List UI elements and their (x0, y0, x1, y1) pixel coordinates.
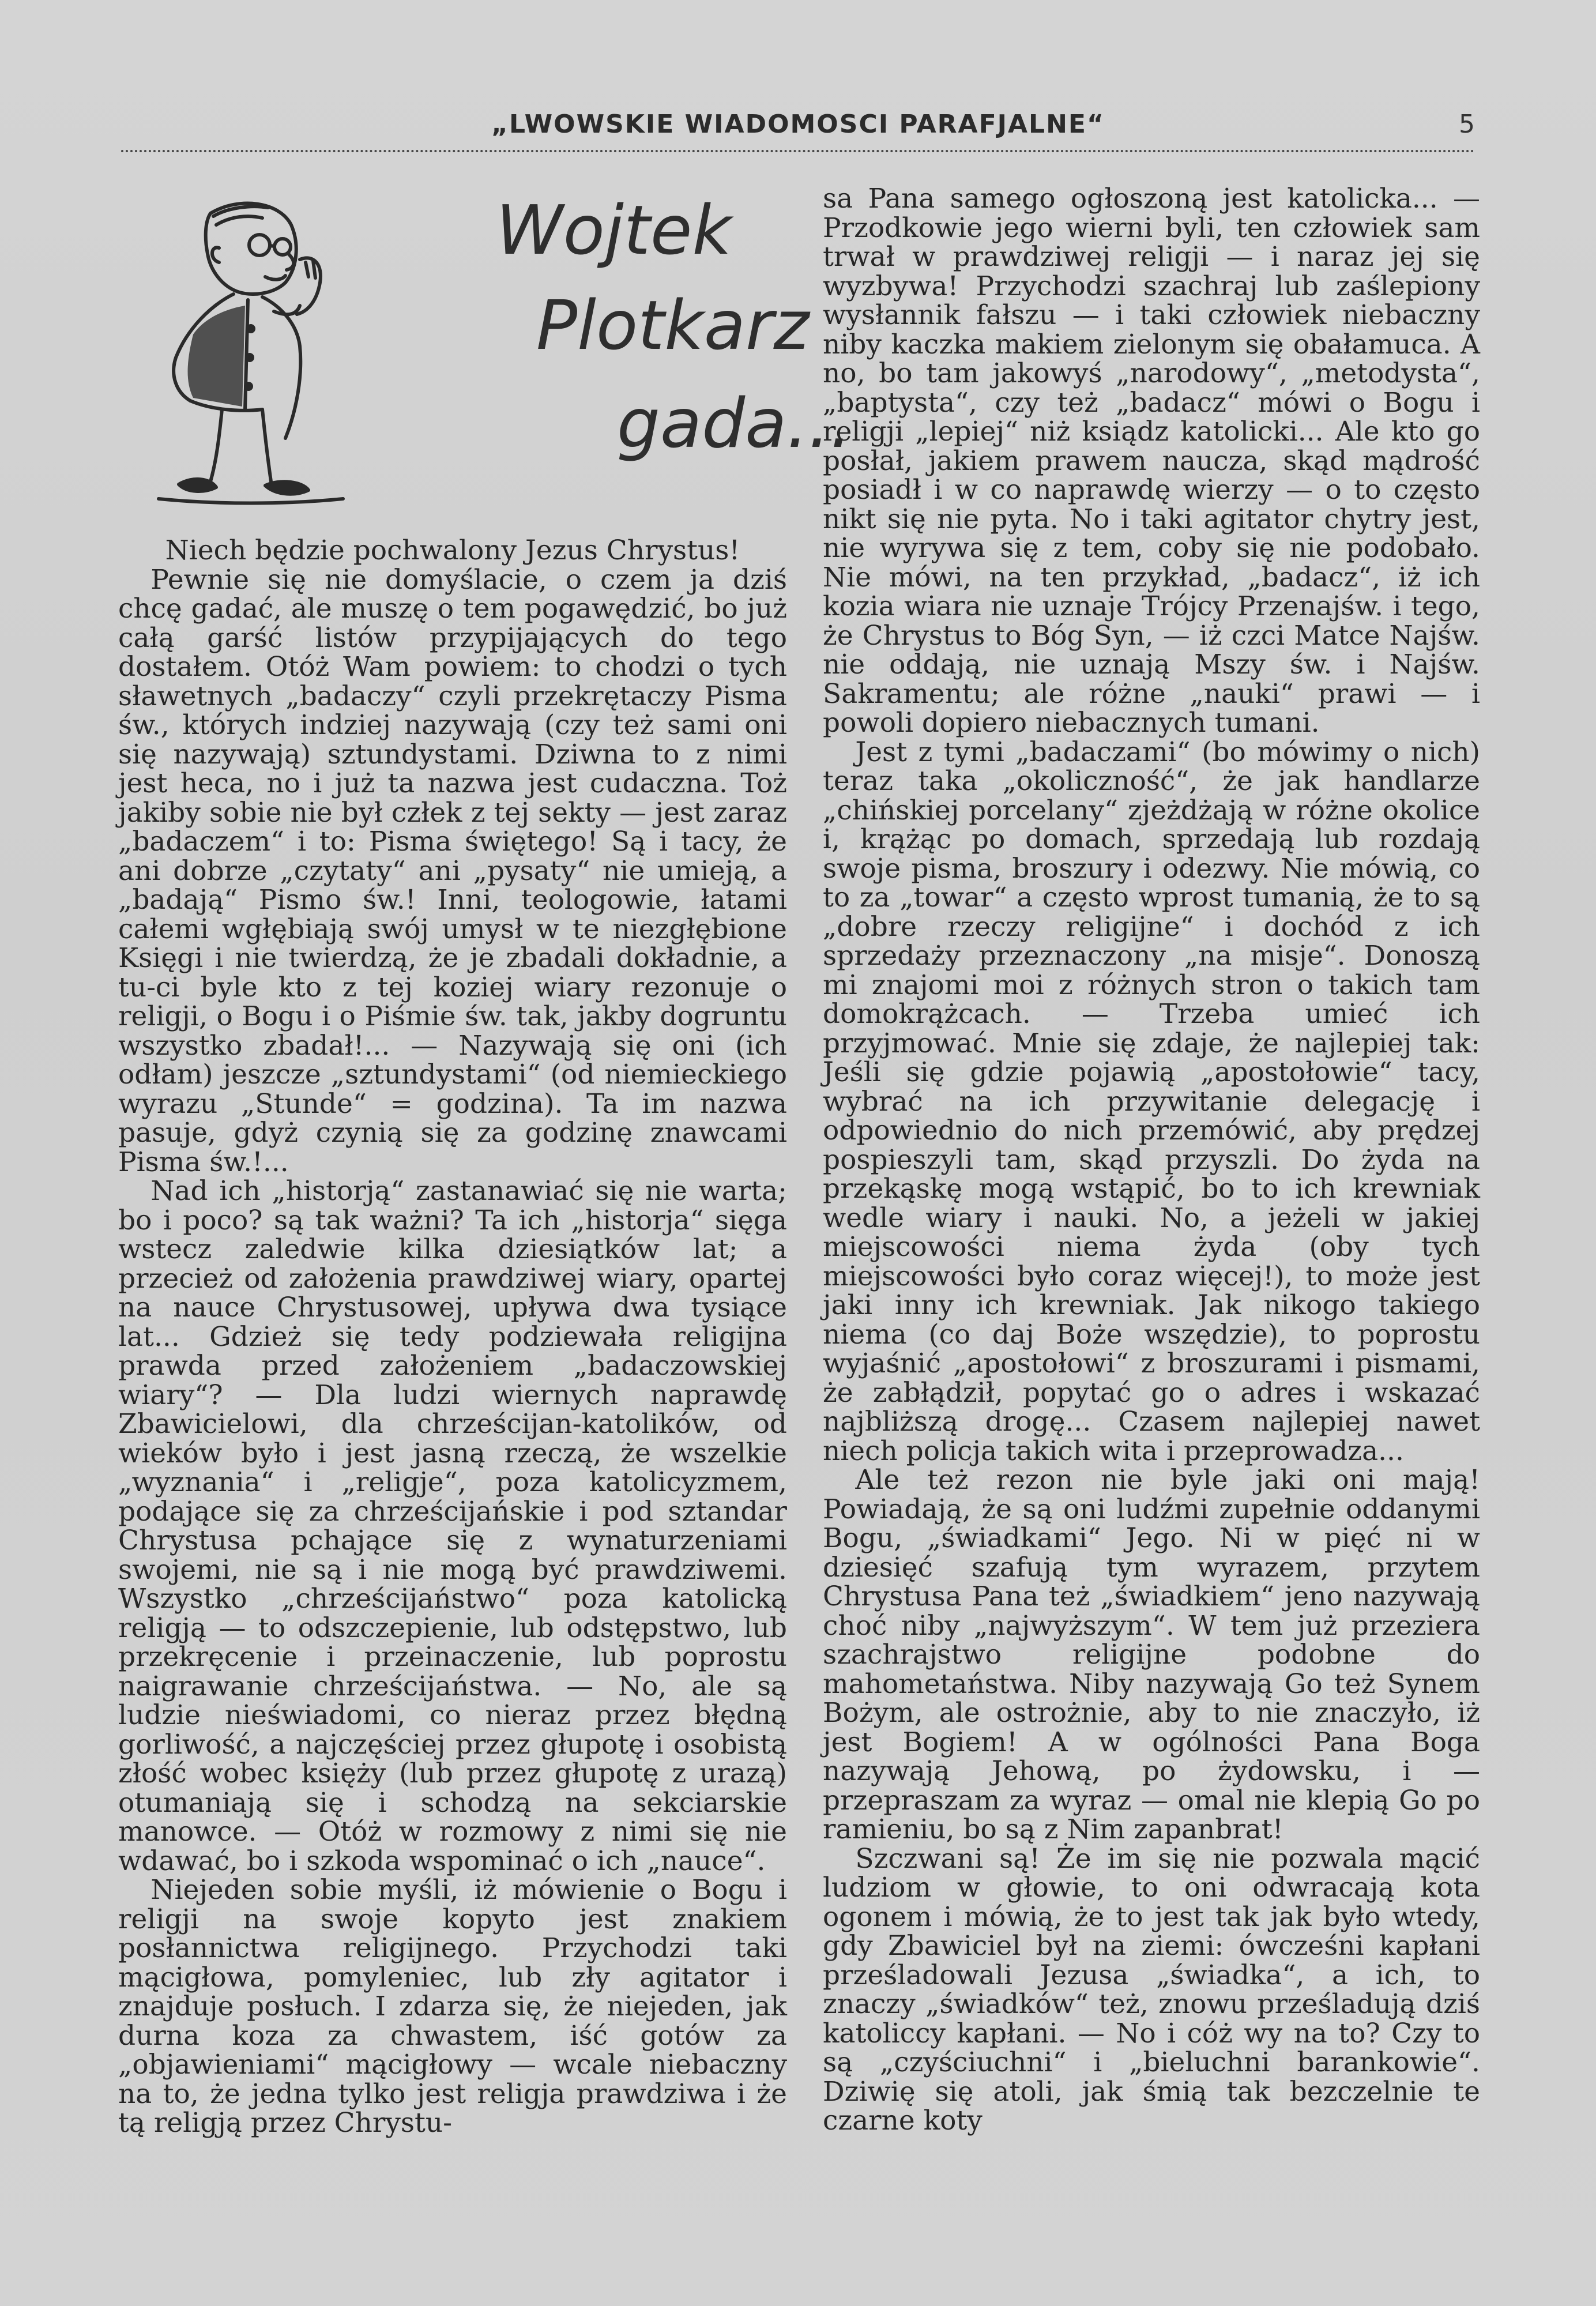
article-heading (479, 190, 852, 463)
article-title-line-1: Wojtek (496, 190, 732, 270)
article-title-line-3: gada... (617, 383, 852, 463)
greeting-paragraph: Niech będzie pochwalony Jezus Chrystus! (165, 535, 740, 566)
page-header (121, 104, 1475, 152)
paragraph: Pewnie się nie domyślacie, o czem ja dziś chcę gadać, ale muszę o tem pogawędzić, bo już całą garść listów przypijających do tego dostałem. Otóż Wam powiem: to chodzi o tych sławetnych „badaczy“ czyli przekrętaczy Pisma św., których indziej nazywają (czy też sami oni się nazywają) sztundystami. Dziwna to z nimi jest heca, no i już ta nazwa jest cudaczna. Toż jakiby sobie nie był człek z tej sekty — jest zaraz „badaczem“ i to: Pisma świętego! Są i tacy, że ani dobrze „czytaty“ ani „pysaty“ nie umieją, a „badają“ Pismo św.! Inni, teologowie, łatami całemi wgłębiają swój umysł w te niezgłębione Księgi i nie twierdzą, że je zbadali dokładnie, a tu-ci byle kto z tej koziej wiary rezonuje o religji, o Bogu i o Piśmie św. tak, jakby dogruntu wszystko zbadał!... — Nazywają się oni (ich odłam) jeszcze „sztundystami“ (od niemieckiego wyrazu „Stunde“ = godzina). Ta im nazwa pasuje, gdyż czynią się za godzinę znawcami Pisma św.!... (118, 563, 787, 1178)
paragraph: Ale też rezon nie byle jaki oni mają! Powiadają, że są oni ludźmi zupełnie oddanymi Bogu, „świadkami“ Jego. Ni w pięć ni w dziesięć szafują tym wyrazem, przytem Chrystusa Pana też „świadkiem“ jeno nazywają choć niby „najwyższym“. W tem już przeziera szachrajstwo religijne podobne do mahometaństwa. Niby nazywają Go też Synem Bożym, ale ostrożnie, aby to nie znaczyło, iż jest Bogiem! A w ogólności Pana Boga nazywają Jehową, po żydowsku, i — przepraszam za wyraz — omal nie klepią Go po ramieniu, bo są z Nim zapanbrat! (823, 1464, 1480, 1845)
paragraph: Nad ich „historją“ zastanawiać się nie warta; bo i poco? są tak ważni? Ta ich „historja“ sięga wstecz zaledwie kilka dziesiątków lat; a przecież od założenia prawdziwej wiary, opartej na nauce Chrystusowej, upływa dwa tysiące lat... Gdzież się tedy podziewała religijna prawda przed założeniem „badaczowskiej wiary“? — Dla ludzi wiernych naprawdę Zbawicielowi, dla chrześcijan-katolików, od wieków było i jest jasną rzeczą, że wszelkie „wyznania“ i „religje“, poza katolicyzmem, podające się za chrześcijańskie i pod sztandar Chrystusa pchające się z wynaturzeniami swojemi, nie są i nie mogą być prawdziwemi. Wszystko „chrześcijaństwo“ poza katolicką religją — to odszczepienie, lub odstępstwo, lub przekręcenie i przeinaczenie, lub poprostu naigrawanie chrześcijaństwa. — No, ale są ludzie nieświadomi, co nieraz przez błędną gorliwość, a najczęściej przez głupotę i osobistą złość wobec księży (lub przez głupotę z urazą) otumaniają się i schodzą na sekciarskie manowce. — Otóż w rozmowy z nimi się nie wdawać, bo i szkoda wspominać o ich „nauce“. (118, 1175, 787, 1877)
article-title-line-2: Plotkarz (536, 285, 810, 365)
left-text-column (118, 536, 787, 2138)
right-text-column (823, 185, 1480, 2136)
cartoon-gossiping-man-icon (124, 190, 366, 513)
paragraph: Jest z tymi „badaczami“ (bo mówimy o nich) teraz taka „okoliczność“, że jak handlarze „chińskiej porcelany“ zjeżdżają w różne okolice i, krążąc po domach, sprzedają lub rozdają swoje pisma, broszury i odezwy. Nie mówią, co to za „towar“ a często wprost tumanią, że to są „dobre rzeczy religijne“ i dochód z ich sprzedaży przeznaczony „na misje“. Donoszą mi znajomi moi z różnych stron o takich tam domokrążcach. — Trzeba umieć ich przyjmować. Mnie się zdaje, że najlepiej tak: Jeśli się gdzie pojawią „apostołowie“ tacy, wybrać na ich przywitanie delegację i odpowiednio do nich przemówić, aby prędzej pospieszyli tam, skąd przyszli. Do żyda na przekąskę mogą wstąpić, bo to ich krewniak wedle wiary i nauki. No, a jeżeli w jakiej miejscowości niema żyda (oby tych miejscowości było coraz więcej!), to może jest jaki inny ich krewniak. Jak nikogo takiego niema (co daj Boże wszędzie), to poprostu wyjaśnić „apostołowi“ z broszurami i pismami, że zabłądził, popytać go o adres i wskazać najbliższą drogę... Czasem najlepiej nawet niech policja takich wita i przeprowadza... (823, 736, 1480, 1467)
newspaper-title: „LWOWSKIE WIADOMOSCI PARAFJALNE“ (491, 110, 1105, 139)
paragraph: Niejeden sobie myśli, iż mówienie o Bogu i religji na swoje kopyto jest znakiem posłannictwa religijnego. Przychodzi taki mącigłowa, pomyleniec, lub zły agitator i znajduje posłuch. I zdarza się, że niejeden, jak durna koza za chwastem, iść gotów za „objawieniami“ mącigłowy — wcale niebaczny na to, że jedna tylko jest religja prawdziwa i że tą religją przez Chrystu- (118, 1874, 787, 2139)
paragraph: Szczwani są! Że im się nie pozwala mącić ludziom w głowie, to oni odwracają kota ogonem i mówią, że to jest tak jak było wtedy, gdy Zbawiciel był na ziemi: ówcześni kapłani prześladowali Jezusa „świadka“, a ich, to znaczy „świadków“ też, znowu prześladują dziś katoliccy kapłani. — No i cóż wy na to? Czy to są „czyściuchni“ i „bieluchni barankowie“. Dziwię się atoli, jak śmią tak bezczelnie te czarne koty (823, 1842, 1480, 2136)
paragraph: sa Pana samego ogłoszoną jest katolicka... — Przodkowie jego wierni byli, ten człowiek sam trwał w prawdziwej religji — i naraz jej się wyzbywa! Przychodzi szachraj lub zaślepiony wysłannik fałszu — i taki człowiek niebaczny niby kaczka makiem zielonym się obałamuca. A no, bo tam jakowyś „narodowy“, „metodysta“, „baptysta“, czy też „badacz“ mówi o Bogu i religji „lepiej“ niż ksiądz katolicki... Ale kto go posłał, jakiem prawem naucza, skąd mądrość posiadł i w co naprawdę wierzy — o to często nikt się nie pyta. No i taki agitator chytry jest, nie wyrywa się z tem, coby się nie podobało. Nie mówi, na ten przykład, „badacz“, iż ich kozia wiara nie uznaje Trójcy Przenajśw. i tego, że Chrystus to Bóg Syn, — iż czci Matce Najśw. nie oddają, nie uznają Mszy św. i Najśw. Sakramentu; ale różne „nauki“ prawi — i powoli dopiero niebacznych tumani. (823, 183, 1480, 739)
page-number: 5 (1459, 110, 1475, 139)
